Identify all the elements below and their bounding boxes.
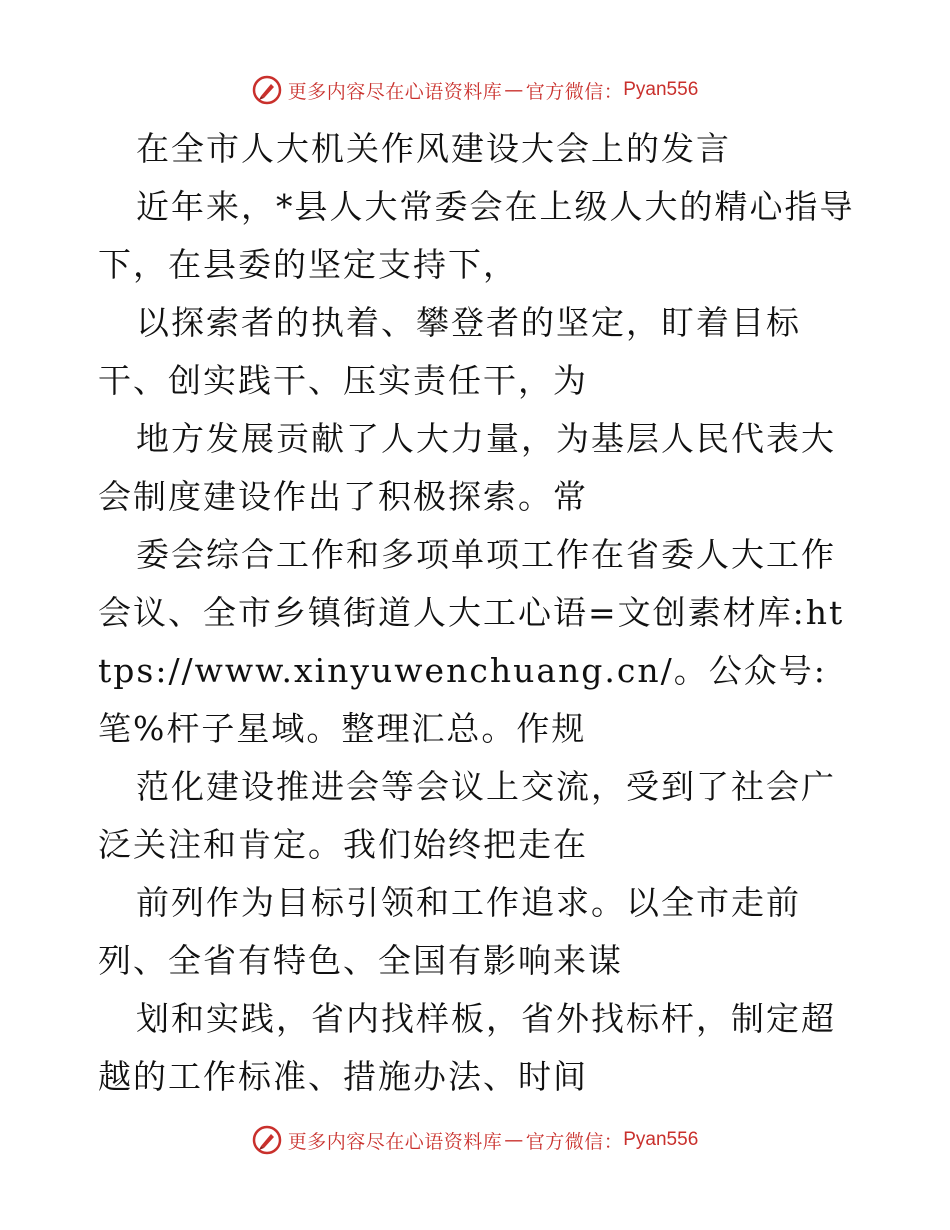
pen-nib-logo-icon bbox=[252, 75, 282, 105]
document-body bbox=[98, 120, 858, 1106]
banner-wechat-handle: Pyan556 bbox=[623, 79, 699, 100]
header-watermark-banner bbox=[0, 70, 950, 110]
paragraph-4: 委会综合工作和多项单项工作在省委人大工作会议、全市乡镇街道人大工心语=文创素材库:https://www.xinyuwenchuang.cn/。公众号: 笔%杆子星域。整理汇总。作规 bbox=[98, 535, 845, 748]
banner-separator: — bbox=[504, 1129, 524, 1151]
document-title: 在全市人大机关作风建设大会上的发言 bbox=[136, 129, 731, 168]
banner-wechat-handle: Pyan556 bbox=[623, 1129, 699, 1150]
banner-separator: — bbox=[504, 79, 524, 101]
paragraph-2: 以探索者的执着、攀登者的坚定，盯着目标干、创实践干、压实责任干，为 bbox=[98, 303, 801, 400]
paragraph-5: 范化建设推进会等会议上交流，受到了社会广泛关注和肯定。我们始终把走在 bbox=[98, 767, 836, 864]
paragraph-3: 地方发展贡献了人大力量，为基层人民代表大会制度建设作出了积极探索。常 bbox=[98, 419, 836, 516]
banner-label: 官方微信： bbox=[525, 80, 624, 103]
banner-text: 更多内容尽在心语资料库 bbox=[287, 1130, 503, 1153]
paragraph-7: 划和实践，省内找样板，省外找标杆，制定超越的工作标准、措施办法、时间 bbox=[98, 999, 836, 1096]
paragraph-6: 前列作为目标引领和工作追求。以全市走前列、全省有特色、全国有影响来谋 bbox=[98, 883, 801, 980]
pen-nib-logo-icon bbox=[252, 1125, 282, 1155]
paragraph-1: 近年来，*县人大常委会在上级人大的精心指导下，在县委的坚定支持下， bbox=[98, 187, 855, 284]
footer-watermark-banner bbox=[0, 1120, 950, 1160]
banner-label: 官方微信： bbox=[525, 1130, 624, 1153]
banner-text: 更多内容尽在心语资料库 bbox=[287, 80, 503, 103]
